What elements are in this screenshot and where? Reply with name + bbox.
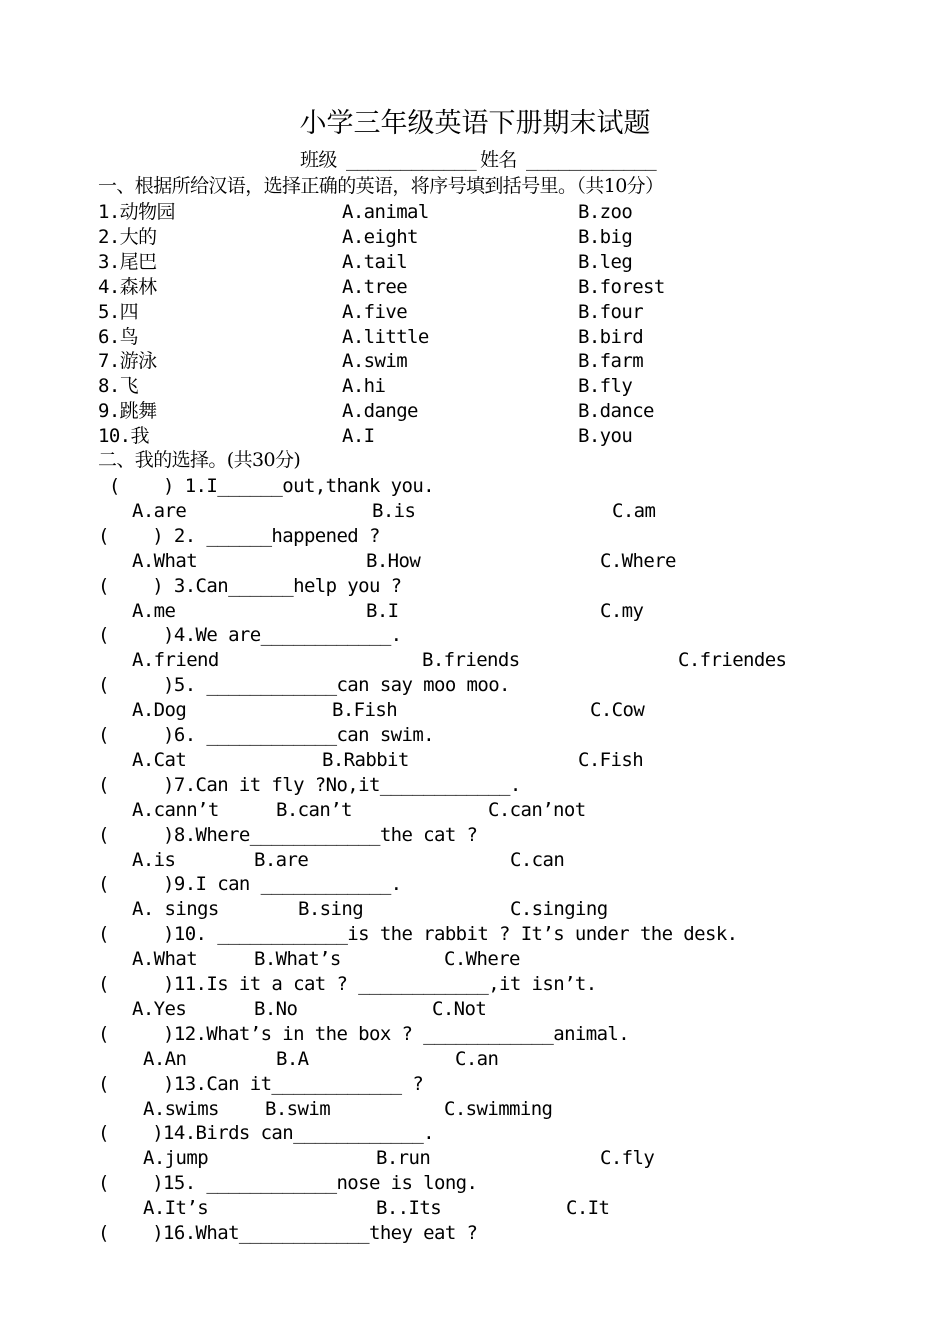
option-c[interactable]: C.fly bbox=[600, 1147, 655, 1170]
option-c[interactable]: C.can’not bbox=[488, 798, 586, 821]
option-a[interactable]: A.little bbox=[342, 325, 429, 348]
part1-question: 3.尾巴 bbox=[98, 250, 157, 273]
option-b[interactable]: B.zoo bbox=[578, 201, 633, 223]
part1-question: 6.鸟 bbox=[98, 325, 139, 348]
option-b[interactable]: B.bird bbox=[578, 325, 644, 348]
option-a[interactable]: A.I bbox=[342, 425, 375, 448]
option-c[interactable]: C.Cow bbox=[590, 699, 645, 722]
option-b[interactable]: B.No bbox=[254, 997, 298, 1020]
question-line: ( )9.I can ____________. bbox=[98, 873, 402, 896]
question-line: ( ) 3.Can______help you ? bbox=[98, 574, 402, 597]
option-b[interactable]: B.big bbox=[578, 225, 633, 248]
option-b[interactable]: B.fly bbox=[578, 375, 633, 398]
option-a[interactable]: A.dange bbox=[342, 400, 418, 423]
option-a[interactable]: A.five bbox=[342, 300, 408, 323]
option-b[interactable]: B.you bbox=[578, 425, 633, 448]
option-b[interactable]: B.Rabbit bbox=[322, 748, 409, 771]
option-a[interactable]: A.It’s bbox=[143, 1197, 209, 1220]
part1-question: 9.跳舞 bbox=[98, 400, 157, 423]
option-b[interactable]: B.dance bbox=[578, 400, 654, 423]
option-b[interactable]: B.A bbox=[276, 1047, 309, 1070]
option-c[interactable]: C.can bbox=[510, 848, 565, 871]
option-a[interactable]: A.swim bbox=[342, 350, 408, 373]
option-a[interactable]: A.friend bbox=[132, 649, 219, 672]
question-line: ( )8.Where____________the cat ? bbox=[98, 823, 478, 846]
name-blank[interactable]: ____________ bbox=[526, 149, 657, 171]
question-line: ( ) 2. ______happened ? bbox=[98, 524, 380, 547]
page-title: 小学三年级英语下册期末试题 bbox=[299, 108, 651, 139]
option-b[interactable]: B.How bbox=[366, 549, 421, 572]
option-b[interactable]: B.leg bbox=[578, 250, 633, 273]
part1-heading: 一、根据所给汉语，选择正确的英语，将序号填到括号里。（共10分） bbox=[98, 175, 664, 197]
question-line: ( )12.What’s in the box ? ____________animal. bbox=[98, 1022, 630, 1045]
option-b[interactable]: B.friends bbox=[422, 649, 520, 672]
option-b[interactable]: B.is bbox=[372, 499, 416, 522]
option-b[interactable]: B.What’s bbox=[254, 948, 341, 971]
option-b[interactable]: B.forest bbox=[578, 275, 665, 298]
part1-question: 8.飞 bbox=[98, 375, 139, 398]
question-line: ( )6. ____________can swim. bbox=[98, 724, 435, 746]
option-a[interactable]: A.eight bbox=[342, 225, 418, 248]
option-b[interactable]: B.Fish bbox=[332, 699, 398, 722]
option-c[interactable]: C.am bbox=[612, 499, 656, 522]
question-line: ( )15. ____________nose is long. bbox=[98, 1172, 478, 1195]
option-a[interactable]: A.What bbox=[132, 948, 198, 971]
option-a[interactable]: A.jump bbox=[143, 1147, 209, 1170]
option-a[interactable]: A.Cat bbox=[132, 748, 187, 771]
question-line: ( )10. ____________is the rabbit ? It’s under the desk. bbox=[98, 923, 738, 946]
question-line: ( )4.We are____________. bbox=[98, 624, 402, 647]
option-c[interactable]: C.Not bbox=[432, 997, 487, 1020]
option-c[interactable]: C.Fish bbox=[578, 748, 644, 771]
option-a[interactable]: A.me bbox=[132, 599, 176, 622]
option-b[interactable]: B.are bbox=[254, 848, 309, 871]
option-b[interactable]: B.run bbox=[376, 1147, 431, 1170]
question-line: ( )11.Is it a cat ? ____________,it isn’t. bbox=[98, 973, 597, 995]
question-line: ( )5. ____________can say moo moo. bbox=[98, 674, 510, 697]
option-a[interactable]: A.Dog bbox=[132, 699, 187, 722]
option-c[interactable]: C.friendes bbox=[678, 649, 787, 672]
option-b[interactable]: B.sing bbox=[298, 898, 364, 921]
option-c[interactable]: C.swimming bbox=[444, 1097, 553, 1120]
question-line: ( )13.Can it____________ ? bbox=[98, 1072, 424, 1095]
question-line: ( )14.Birds can____________. bbox=[98, 1122, 435, 1145]
option-b[interactable]: B.can’t bbox=[276, 798, 352, 821]
name-label: 姓名 bbox=[480, 149, 517, 171]
part2-heading: 二、我的选择。(共30分) bbox=[98, 449, 301, 471]
option-a[interactable]: A.is bbox=[132, 848, 176, 871]
option-a[interactable]: A.tail bbox=[342, 250, 408, 273]
part1-question: 5.四 bbox=[98, 300, 139, 323]
class-blank[interactable]: ____________ bbox=[346, 149, 477, 171]
part1-question: 2.大的 bbox=[98, 225, 157, 248]
option-c[interactable]: C.Where bbox=[600, 549, 676, 572]
option-c[interactable]: C.Where bbox=[444, 948, 520, 971]
option-b[interactable]: B.swim bbox=[265, 1097, 331, 1120]
question-line: ( ) 1.I______out,thank you. bbox=[98, 475, 435, 497]
option-c[interactable]: C.an bbox=[455, 1047, 499, 1070]
option-b[interactable]: B.I bbox=[366, 599, 399, 622]
option-a[interactable]: A.tree bbox=[342, 275, 408, 298]
option-b[interactable]: B..Its bbox=[376, 1197, 442, 1220]
part1-question: 4.森林 bbox=[98, 275, 157, 298]
option-a[interactable]: A.Yes bbox=[132, 997, 187, 1020]
option-a[interactable]: A.swims bbox=[143, 1097, 219, 1120]
option-a[interactable]: A.An bbox=[143, 1047, 187, 1070]
option-a[interactable]: A.are bbox=[132, 499, 187, 522]
part1-question: 1.动物园 bbox=[98, 201, 175, 223]
option-a[interactable]: A.hi bbox=[342, 375, 386, 398]
option-a[interactable]: A.cann’t bbox=[132, 798, 219, 821]
option-b[interactable]: B.farm bbox=[578, 350, 644, 373]
question-line: ( )7.Can it fly ?No,it____________. bbox=[98, 773, 521, 796]
question-line: ( )16.What____________they eat ? bbox=[98, 1222, 478, 1244]
option-b[interactable]: B.four bbox=[578, 300, 644, 323]
option-c[interactable]: C.It bbox=[566, 1197, 610, 1220]
option-a[interactable]: A. sings bbox=[132, 898, 219, 921]
class-label: 班级 bbox=[300, 149, 337, 171]
part1-question: 10.我 bbox=[98, 425, 149, 448]
option-a[interactable]: A.animal bbox=[342, 201, 429, 223]
option-c[interactable]: C.my bbox=[600, 599, 644, 622]
option-a[interactable]: A.What bbox=[132, 549, 198, 572]
part1-question: 7.游泳 bbox=[98, 350, 157, 373]
option-c[interactable]: C.singing bbox=[510, 898, 608, 921]
